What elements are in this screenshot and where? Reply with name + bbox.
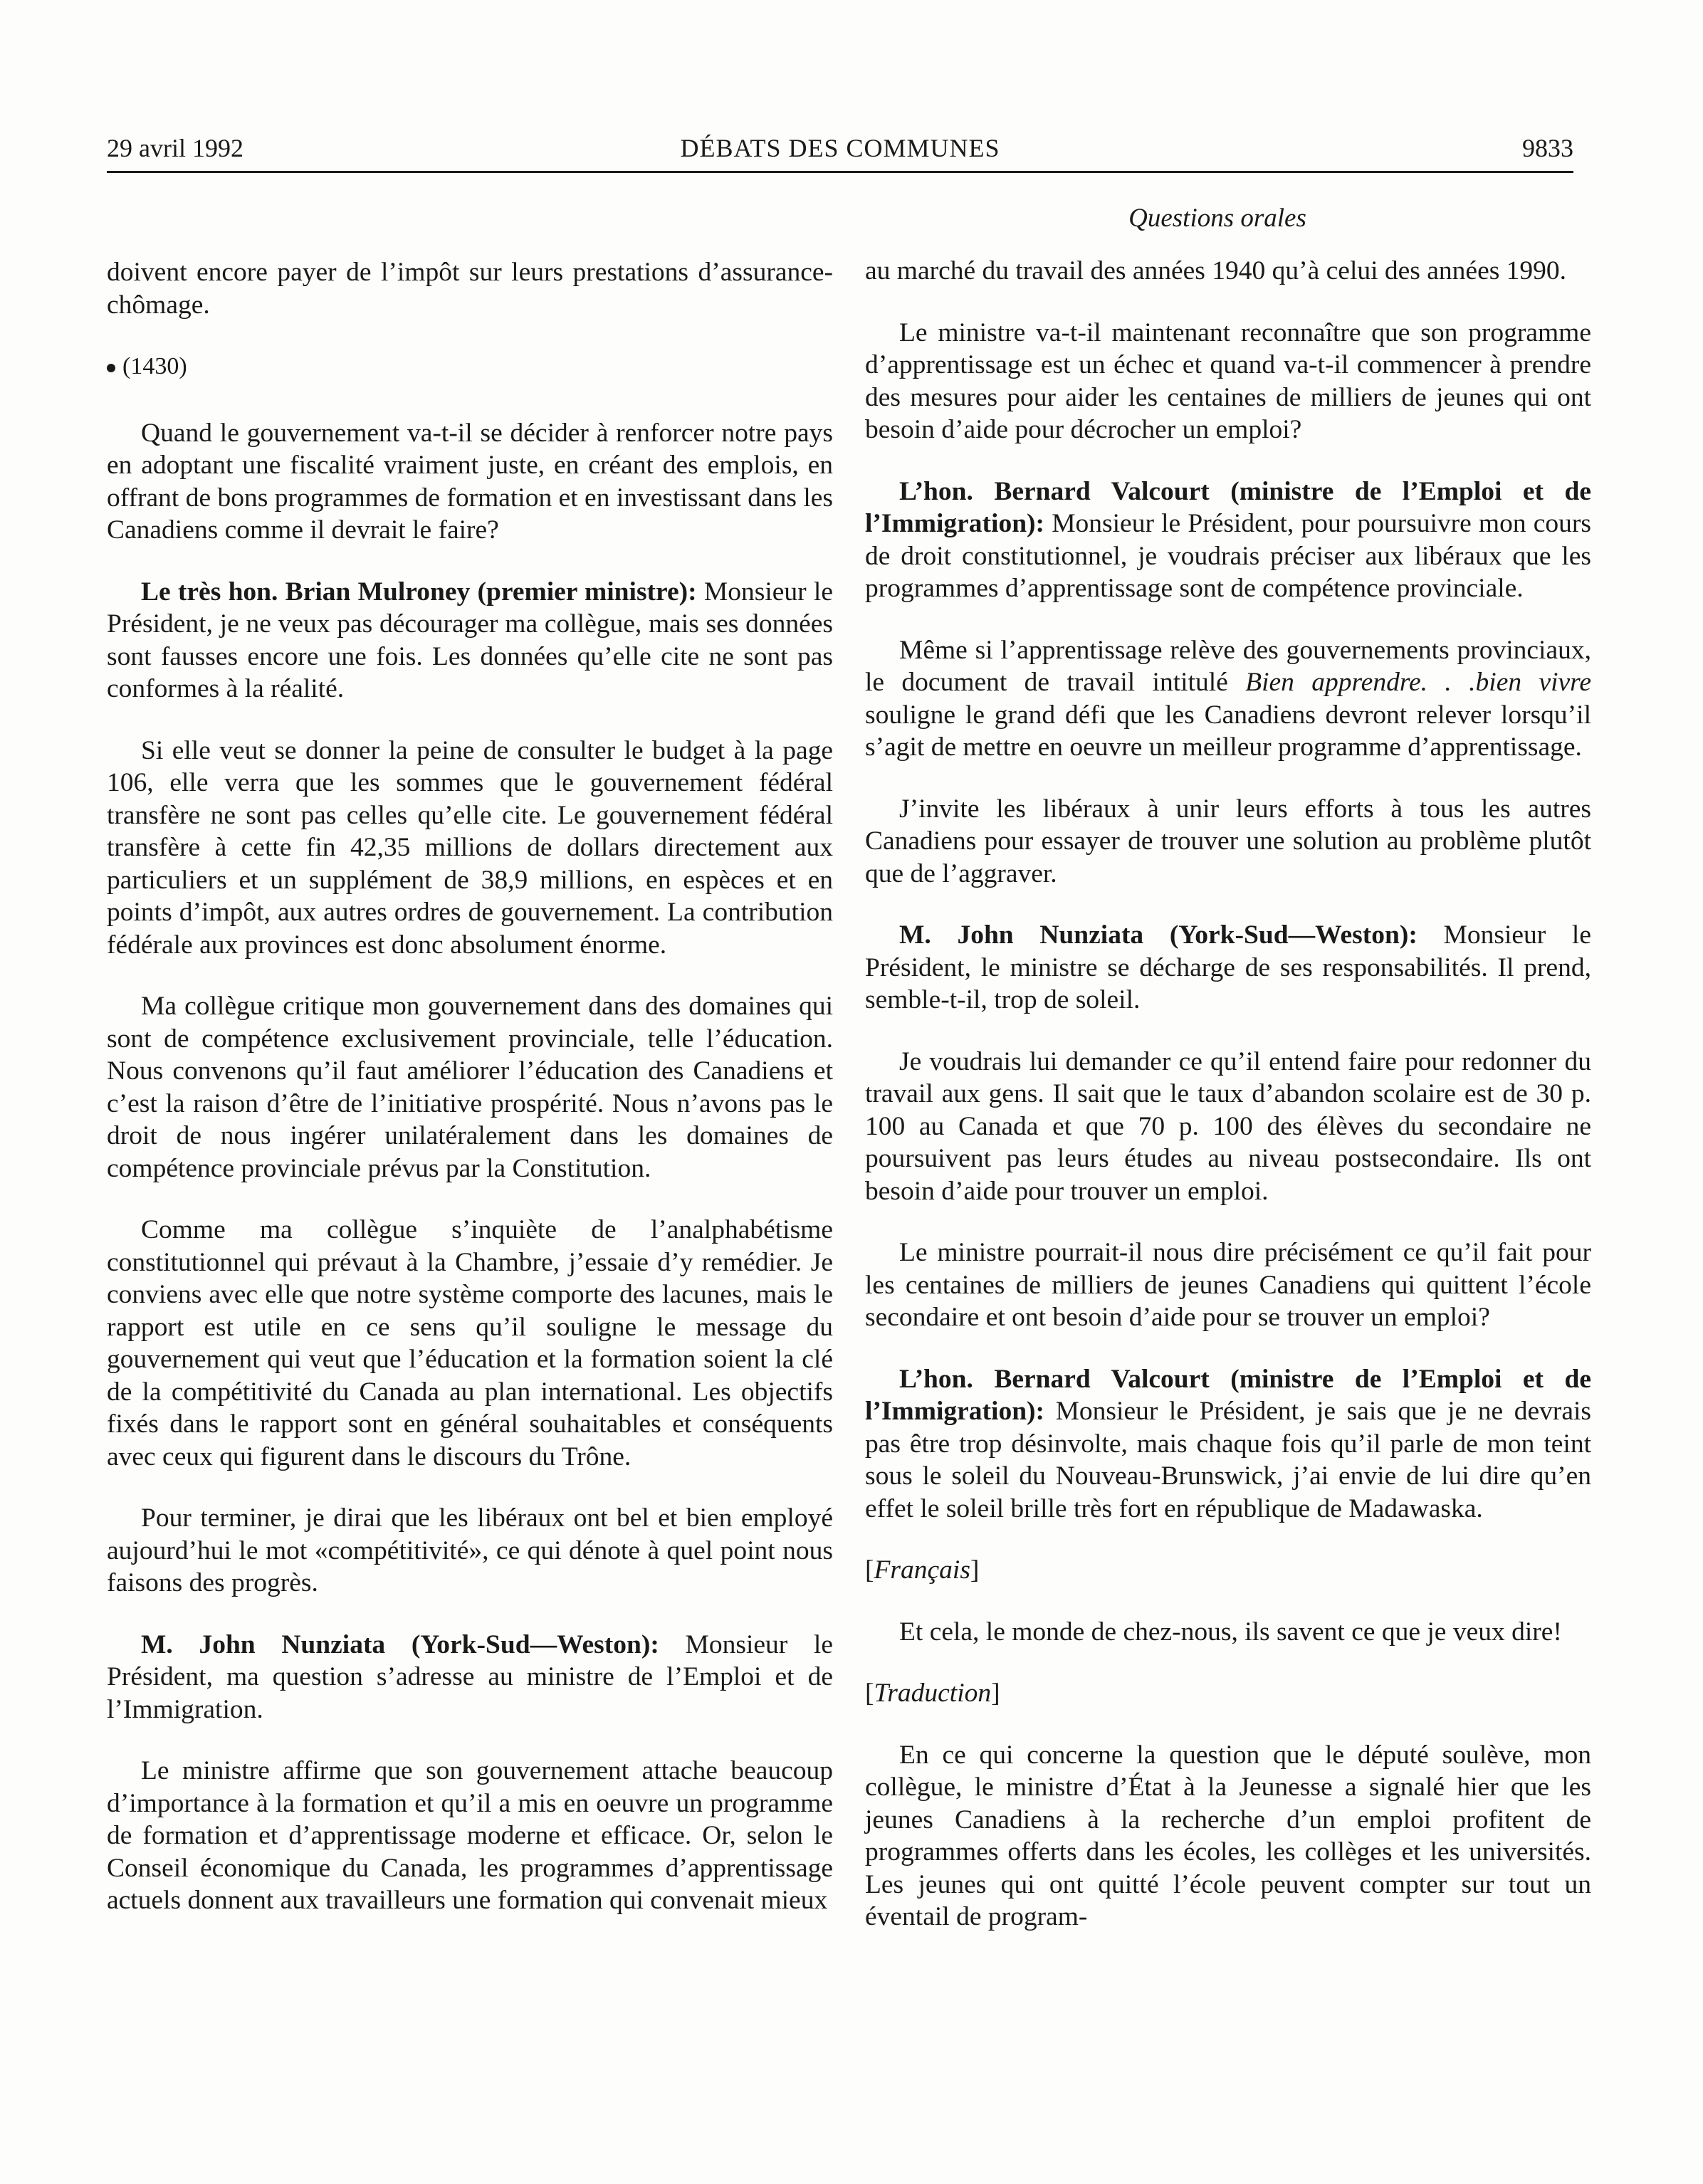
language-marker: [Traduction] bbox=[865, 1679, 1000, 1708]
language-marker: [Français] bbox=[865, 1555, 980, 1585]
paragraph: En ce qui concerne la question que le député soulève, mon collègue, le ministre d’État à la Jeunesse a signalé hier que les jeunes Canadiens à la recherche d’un emploi profitent de programmes offerts dans les écoles, les collèges et les universités. Les jeunes qui ont quitté l’école peuvent compter sur tout un éventail de program- bbox=[865, 1740, 1591, 1931]
paragraph: Le ministre pourrait-il nous dire précisément ce qu’il fait pour les centaines de milliers de jeunes Canadiens qui quittent l’école secondaire et ont besoin d’aide pour se trouver un emploi? bbox=[865, 1238, 1591, 1332]
language-label: Français bbox=[874, 1555, 970, 1585]
header-title: DÉBATS DES COMMUNES bbox=[680, 134, 1000, 162]
page-header bbox=[107, 127, 1573, 169]
speech-paragraph bbox=[107, 1629, 833, 1726]
header-rule bbox=[107, 171, 1573, 173]
timestamp: (1430) bbox=[122, 353, 187, 379]
paragraph: Quand le gouvernement va-t-il se décider à renforcer notre pays en adoptant une fiscalité vraiment juste, en créant des emplois, en offrant de bons programmes de formation et en investissant dans les Canadiens comme il devrait le faire? bbox=[107, 418, 833, 545]
paragraph: Le ministre va-t-il maintenant reconnaître que son programme d’apprentissage est un échec et quand va-t-il commencer à prendre des mesures pour aider les centaines de milliers de jeunes qui ont besoin d’aide pour décrocher un emploi? bbox=[865, 317, 1591, 444]
speech-paragraph bbox=[107, 576, 833, 705]
header-page-number: 9833 bbox=[1522, 134, 1573, 162]
bullet-icon bbox=[107, 364, 115, 372]
paragraph: doivent encore payer de l’impôt sur leurs prestations d’assurance-chômage. bbox=[107, 258, 833, 320]
speaker-name: M. John Nunziata (York-Sud—Weston): bbox=[141, 1629, 659, 1659]
language-label: Traduction bbox=[874, 1679, 992, 1708]
speech-paragraph bbox=[865, 476, 1591, 605]
paragraph: Si elle veut se donner la peine de consulter le budget à la page 106, elle verra que les sommes que le gouvernement fédéral transfère ne sont pas celles qu’elle cite. Le gouvernement fédéral transfère à cette fin 42,35 millions de dollars directement aux particuliers et un supplément de 38,9 millions, en espèces et en points d’impôt, aux autres ordres de gouvernement. La contribution fédérale aux provinces est donc absolument énorme. bbox=[107, 735, 833, 960]
paragraph: Le ministre affirme que son gouvernement attache beaucoup d’importance à la formation et qu’il a mis en oeuvre un programme de formation et d’apprentissage moderne et efficace. Or, selon le Conseil économique du Canada, les programmes d’apprentissage actuels donnent aux travailleurs une formation qui convenait mieux bbox=[107, 1756, 833, 1915]
speaker-name: M. John Nunziata (York-Sud—Weston): bbox=[899, 920, 1418, 950]
paragraph: Ma collègue critique mon gouvernement dans des domaines qui sont de compétence exclusivement provinciale, telle l’éducation. Nous convenons qu’il faut améliorer l’éducation des Canadiens et c’est la raison d’être de l’initiative prospérité. Nous n’avons pas le droit de nous ingérer unilatéralement dans les domaines de compétence provinciale prévus par la Constitution. bbox=[107, 992, 833, 1183]
header-date: 29 avril 1992 bbox=[107, 134, 243, 162]
left-column bbox=[107, 256, 833, 1946]
right-column bbox=[865, 255, 1591, 1963]
speech-text: Monsieur le Président, pour poursuivre mon cours de droit constitutionnel, je voudrais préciser aux libéraux que les programmes d’apprentissage sont de compétence provinciale. bbox=[865, 509, 1591, 603]
speech-paragraph bbox=[865, 919, 1591, 1017]
paragraph-text: souligne le grand défi que les Canadiens devront relever lorsqu’il s’agit de mettre en oeuvre un meilleur programme d’apprentissage. bbox=[865, 700, 1591, 762]
paragraph: Et cela, le monde de chez-nous, ils savent ce que je veux dire! bbox=[899, 1617, 1562, 1647]
speech-text: Monsieur le Président, ma question s’adresse au ministre de l’Emploi et de l’Immigration. bbox=[107, 1629, 833, 1724]
speaker-name: Le très hon. Brian Mulroney (premier ministre): bbox=[141, 577, 697, 607]
section-title: Questions orales bbox=[1128, 204, 1306, 233]
paragraph: au marché du travail des années 1940 qu’à celui des années 1990. bbox=[865, 256, 1567, 285]
timestamp-marker bbox=[107, 350, 833, 383]
paragraph bbox=[865, 634, 1591, 764]
paragraph: Comme ma collègue s’inquiète de l’analphabétisme constitutionnel qui prévaut à la Chambre, j’essaie d’y remédier. Je conviens avec elle que notre système comporte des lacunes, mais le rapport est utile en ce sens qu’il souligne le message du gouvernement qui veut que l’éducation et la formation soient la clé de la compétitivité du Canada au plan international. Les objectifs fixés dans le rapport sont en général souhaitables et conséquents avec ceux qui figurent dans le discours du Trône. bbox=[107, 1215, 833, 1471]
speech-text: Monsieur le Président, je ne veux pas décourager ma collègue, mais ses données sont fausses encore une fois. Les données qu’elle cite ne sont pas conformes à la réalité. bbox=[107, 577, 833, 703]
speech-text: Monsieur le Président, le ministre se décharge de ses responsabilités. Il prend, semble-t-il, trop de soleil. bbox=[865, 920, 1591, 1014]
speaker-name: L’hon. Bernard Valcourt (ministre de l’Emploi et de l’Immigration): bbox=[865, 476, 1591, 538]
paragraph: J’invite les libéraux à unir leurs efforts à tous les autres Canadiens pour essayer de trouver une solution au problème plutôt que de l’aggraver. bbox=[865, 794, 1591, 888]
paragraph-text: Même si l’apprentissage relève des gouvernements provinciaux, le document de travail intitulé bbox=[865, 635, 1591, 697]
document-title: Bien apprendre. . .bien vivre bbox=[1245, 668, 1591, 697]
paragraph: Je voudrais lui demander ce qu’il entend faire pour redonner du travail aux gens. Il sait que le taux d’abandon scolaire est de 30 p. 100 au Canada et que 70 p. 100 des élèves du secondaire ne poursuivent pas leurs études au niveau postsecondaire. Ils ont besoin d’aide pour trouver un emploi. bbox=[865, 1046, 1591, 1206]
paragraph: Pour terminer, je dirai que les libéraux ont bel et bien employé aujourd’hui le mot «compétitivité», ce qui dénote à quel point nous faisons des progrès. bbox=[107, 1503, 833, 1597]
speech-paragraph bbox=[865, 1363, 1591, 1526]
speech-text: Monsieur le Président, je sais que je ne devrais pas être trop désinvolte, mais chaque fois qu’il parle de mon teint sous le soleil du Nouveau-Brunswick, j’ai envie de lui dire qu’en effet le soleil brille très fort en république de Madawaska. bbox=[865, 1397, 1591, 1523]
speaker-name: L’hon. Bernard Valcourt (ministre de l’Emploi et de l’Immigration): bbox=[865, 1364, 1591, 1426]
